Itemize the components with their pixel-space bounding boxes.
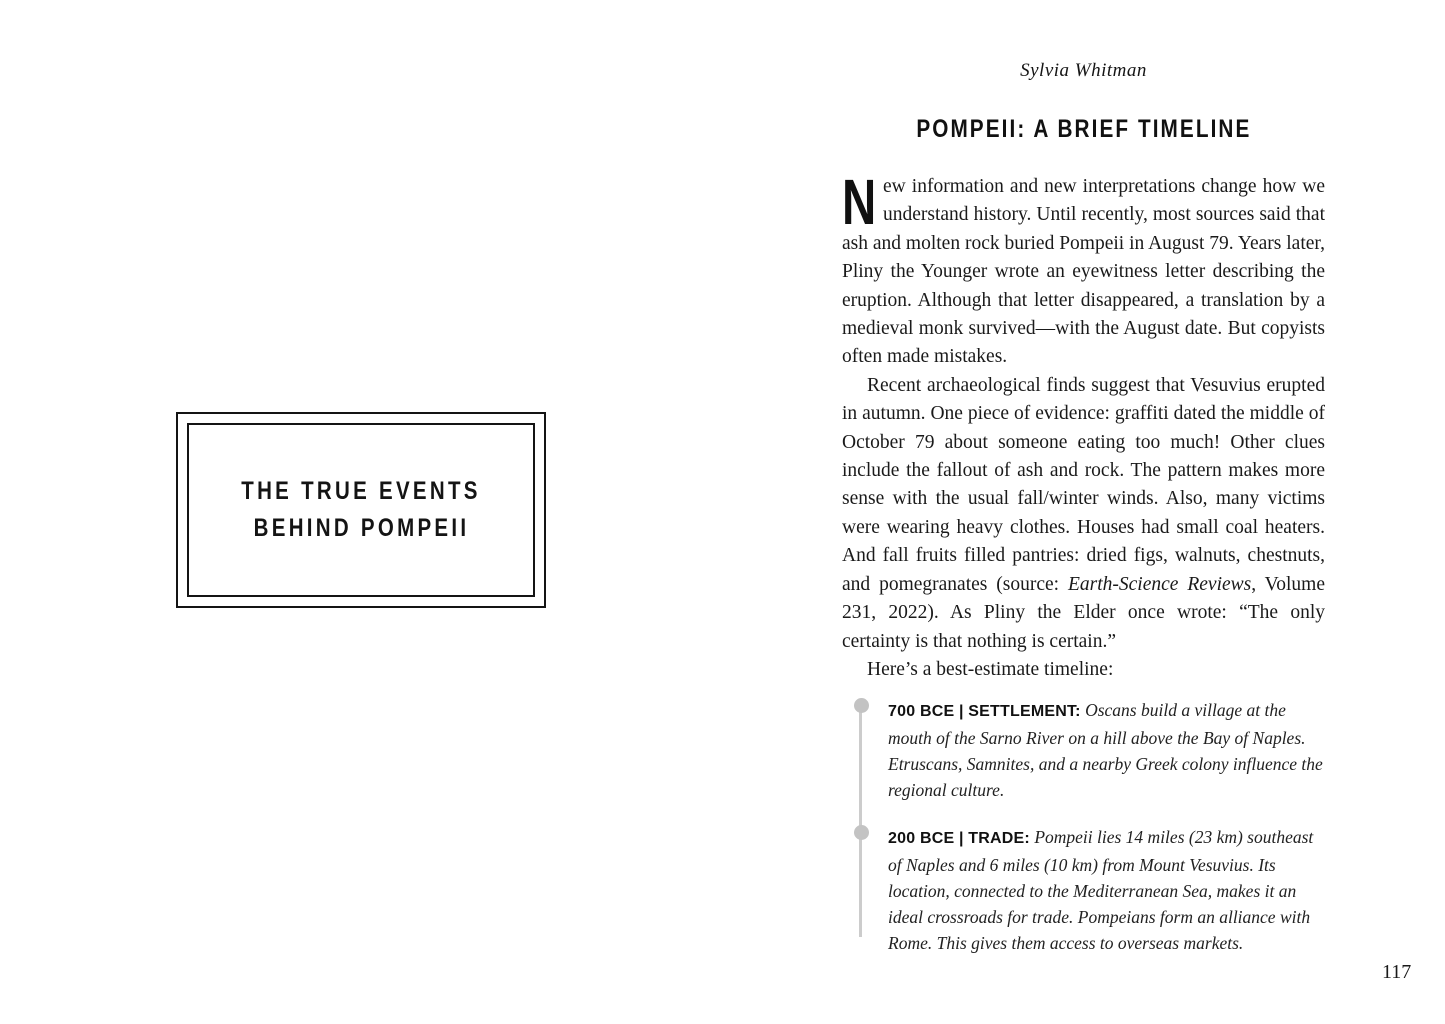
page-title: POMPEII: A BRIEF TIMELINE [915,115,1252,143]
chapter-title-box [176,412,546,608]
timeline-dot-icon [854,825,869,840]
timeline-entry-700-bce [888,697,1325,803]
body-text [842,166,1325,684]
paragraph-2-text-b: , Volume 231, 2022). As Pliny the Elder once wrote: “The only certainty is that nothing is certain.” [842,573,1325,652]
timeline [842,697,1325,956]
timeline-entry-text: Pompeii lies 14 miles (23 km) southeast of Naples and 6 miles (10 km) from Mount Vesuvius. Its location, connected to the Mediterranean Sea, makes it an ideal crossroads for trade. Pompeians form an alliance with Rome. This gives them access to overseas markets. [888,827,1314,954]
author-name: Sylvia Whitman [1020,60,1147,81]
paragraph-1-text: ew information and new interpretations change how we understand history. Until recently, most sources said that ash and molten rock buried Pompeii in August 79. Years later, Pliny the Younger wrote an eyewitness letter describing the eruption. Although that letter disappeared, a translation by a medieval monk survived—with the August date. But copyists often made mistakes. [842,176,1325,368]
chapter-box-title-line-1: THE TRUE EVENTS [241,477,481,505]
timeline-entry-label: 700 BCE | SETTLEMENT: [888,703,1081,721]
timeline-entry-text: Oscans build a village at the mouth of the Sarno River on a hill above the Bay of Naples. Etruscans, Samnites, and a nearby Greek colony influence the regional culture. [888,700,1323,801]
chapter-title-box-inner-border [187,423,535,597]
chapter-title-wrap [842,115,1325,144]
right-page-column [842,0,1325,956]
timeline-rail-line [859,707,862,937]
timeline-entry-200-bce [888,824,1325,956]
paragraph-1 [842,166,1325,372]
timeline-intro: Here’s a best-estimate timeline: [867,658,1114,680]
paragraph-2 [842,372,1325,656]
paragraph-2-citation-italic: Earth-Science Reviews [1067,573,1252,595]
paragraph-2-text-a: Recent archaeological finds suggest that Vesuvius erupted in autumn. One piece of evidence: graffiti dated the middle of October 79 about someone eating too much! Other clues include the fallout of ash and rock. The pattern makes more sense with the usual fall/winter winds. Also, many victims were wearing heavy clothes. Houses had small coal heaters. And fall fruits filled pantries: dried figs, walnuts, chestnuts, and pomegranates (source: [842,374,1325,595]
drop-cap: N [842,166,877,238]
timeline-dot-icon [854,698,869,713]
timeline-entry-label: 200 BCE | TRADE: [888,830,1030,848]
page-number: 117 [1382,961,1412,983]
chapter-box-title-line-2: BEHIND POMPEII [253,514,469,542]
